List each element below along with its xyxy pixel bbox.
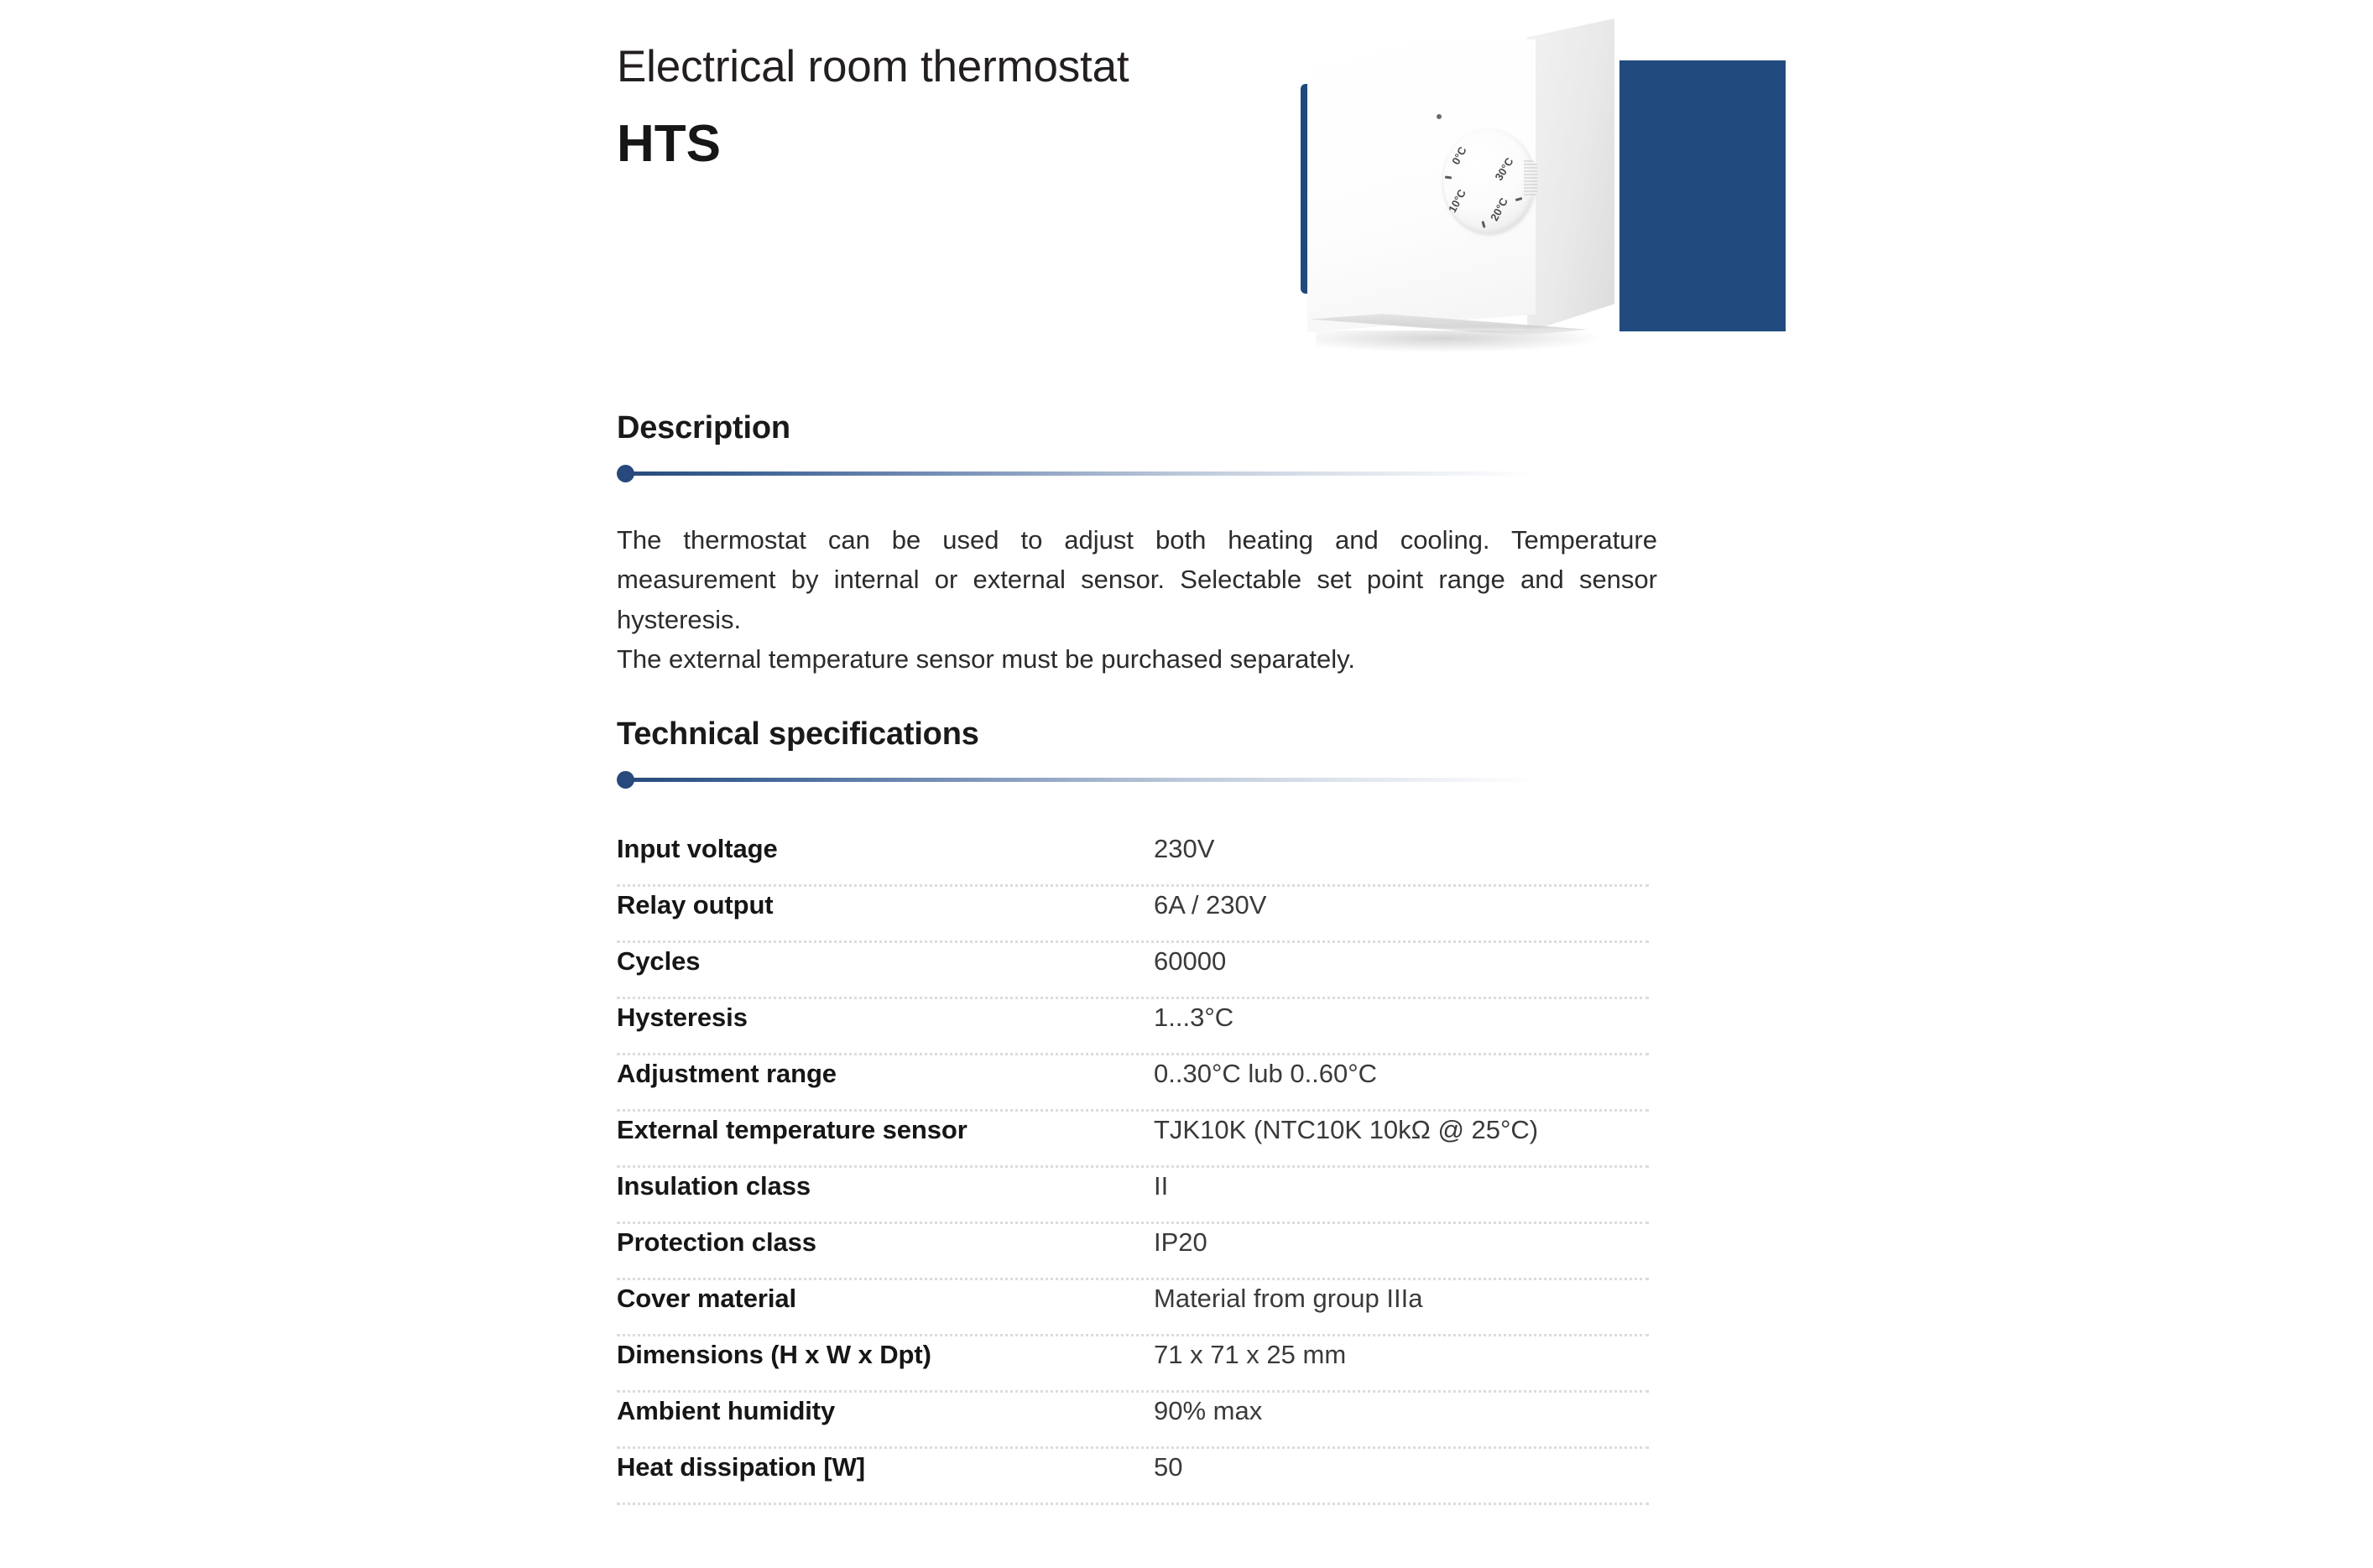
spec-row	[617, 1449, 1649, 1505]
spec-label: Ambient humidity	[617, 1396, 836, 1425]
spec-label: Input voltage	[617, 834, 778, 863]
description-section-header	[617, 411, 1674, 482]
accent-panel	[1619, 60, 1786, 331]
dial-knurl	[1524, 160, 1537, 197]
spec-value: 60000	[1154, 946, 1227, 976]
description-body	[617, 520, 1657, 680]
spec-label: Heat dissipation [W]	[617, 1452, 865, 1482]
spec-label: External temperature sensor	[617, 1115, 967, 1144]
spec-label: Insulation class	[617, 1171, 811, 1201]
spec-label: Dimensions (H x W x Dpt)	[617, 1340, 931, 1369]
spec-row	[617, 1336, 1649, 1393]
temperature-dial-icon	[1443, 129, 1536, 233]
device-side-face	[1527, 18, 1614, 332]
spec-row	[617, 1055, 1649, 1112]
specifications-divider	[617, 771, 1674, 788]
specifications-section-header	[617, 717, 1674, 788]
spec-row	[617, 1280, 1649, 1336]
spec-value: 6A / 230V	[1154, 890, 1267, 919]
spec-row	[617, 1112, 1649, 1168]
dial-tick	[1481, 221, 1485, 228]
dial-tick	[1515, 197, 1523, 201]
divider-dot-icon	[617, 465, 634, 482]
thermostat-device	[1307, 18, 1635, 344]
spec-label: Protection class	[617, 1227, 816, 1257]
specifications-table	[617, 831, 1649, 1505]
spec-row	[617, 943, 1649, 999]
spec-label: Hysteresis	[617, 1003, 748, 1032]
description-divider	[617, 465, 1674, 482]
spec-label: Cover material	[617, 1284, 796, 1313]
spec-value: 230V	[1154, 834, 1215, 863]
divider-dot-icon	[617, 771, 634, 789]
product-category: Electrical room thermostat	[617, 42, 1129, 91]
dial-indicator-dot	[1437, 114, 1442, 119]
spec-row	[617, 831, 1649, 887]
device-shadow	[1316, 331, 1601, 352]
description-heading: Description	[617, 410, 790, 445]
spec-row	[617, 1393, 1649, 1449]
spec-value: IP20	[1154, 1227, 1207, 1257]
spec-value: II	[1154, 1171, 1169, 1201]
spec-row	[617, 887, 1649, 943]
page-header	[617, 44, 1254, 173]
divider-line	[622, 778, 1536, 782]
divider-line	[622, 471, 1536, 476]
description-paragraph-1: The thermostat can be used to adjust both heating and cooling. Temperature measurement by internal or external sensor. Selectable set point range and sensor hysteresis.	[617, 525, 1657, 634]
product-image	[1284, 0, 1821, 394]
spec-row	[617, 999, 1649, 1055]
specifications-heading: Technical specifications	[617, 716, 979, 752]
spec-value: 71 x 71 x 25 mm	[1154, 1340, 1347, 1369]
dial-tick	[1445, 175, 1452, 179]
spec-row	[617, 1168, 1649, 1224]
spec-label: Cycles	[617, 946, 701, 976]
dial-label-0: 0°C	[1449, 144, 1469, 167]
spec-value: 1...3°C	[1154, 1003, 1234, 1032]
spec-row	[617, 1224, 1649, 1280]
product-model: HTS	[617, 115, 721, 174]
spec-value: TJK10K (NTC10K 10kΩ @ 25°C)	[1154, 1115, 1539, 1144]
dial-label-20: 20°C	[1488, 195, 1510, 223]
dial-label-10: 10°C	[1446, 187, 1468, 215]
description-paragraph-2: The external temperature sensor must be purchased separately.	[617, 644, 1355, 675]
dial-label-30: 30°C	[1492, 155, 1516, 183]
spec-value: 90% max	[1154, 1396, 1263, 1425]
spec-value: 50	[1154, 1452, 1183, 1482]
spec-label: Relay output	[617, 890, 774, 919]
spec-value: Material from group IIIa	[1154, 1284, 1423, 1313]
spec-label: Adjustment range	[617, 1059, 837, 1088]
spec-value: 0..30°C lub 0..60°C	[1154, 1059, 1378, 1088]
